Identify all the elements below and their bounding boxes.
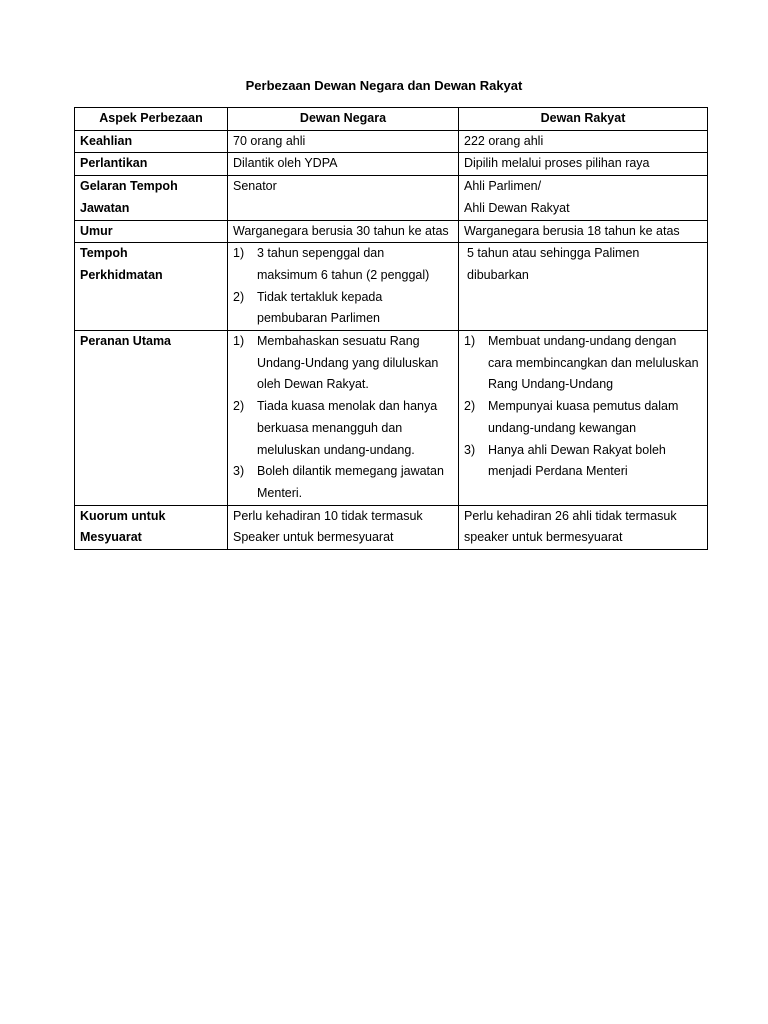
- list-item: [233, 461, 453, 504]
- aspect-line: Mesyuarat: [80, 530, 142, 545]
- cell-negara-keahlian: 70 orang ahli: [228, 130, 459, 153]
- cell-negara-tempoh: [228, 243, 459, 331]
- cell-rakyat-gelaran: [459, 176, 708, 220]
- row-aspect-gelaran: [75, 176, 228, 220]
- list-number: 2): [233, 399, 245, 414]
- cell-rakyat-tempoh: [459, 243, 708, 331]
- list-number: 1): [233, 246, 245, 261]
- cell-line: speaker untuk bermesyuarat: [464, 530, 623, 545]
- cell-rakyat-peranan: [459, 331, 708, 506]
- row-aspect-perlantikan: Perlantikan: [75, 153, 228, 176]
- numbered-list: [464, 331, 702, 483]
- cell-line: Perlu kehadiran 10 tidak termasuk: [233, 508, 423, 523]
- header-dewan-negara: Dewan Negara: [228, 108, 459, 131]
- cell-rakyat-keahlian: 222 orang ahli: [459, 130, 708, 153]
- cell-line: Perlu kehadiran 26 ahli tidak termasuk: [464, 508, 677, 523]
- comparison-table: [74, 107, 708, 550]
- list-text-line: pembubaran Parlimen: [257, 311, 380, 326]
- list-number: 2): [464, 399, 476, 414]
- cell-line: Ahli Parlimen/: [464, 179, 542, 194]
- row-aspect-umur: Umur: [75, 220, 228, 243]
- table-row: [75, 243, 708, 331]
- list-text-line: 3 tahun sepenggal dan: [257, 246, 385, 261]
- table-row: [75, 153, 708, 176]
- list-text: Membuat undang-undang dengan cara membincangkan dan meluluskan Rang Undang-Undang: [488, 334, 699, 392]
- cell-line: Ahli Dewan Rakyat: [464, 200, 570, 215]
- list-number: 1): [464, 334, 476, 349]
- cell-text: 5 tahun atau sehingga Palimen dibubarkan: [467, 246, 640, 282]
- list-text: Tiada kuasa menolak dan hanya berkuasa menangguh dan meluluskan undang-undang.: [257, 399, 438, 457]
- cell-negara-peranan: [228, 331, 459, 506]
- list-text: Membahaskan sesuatu Rang Undang-Undang yang diluluskan oleh Dewan Rakyat.: [257, 334, 439, 392]
- list-number: 3): [233, 464, 245, 479]
- numbered-list: [233, 243, 453, 330]
- list-item: [233, 396, 453, 461]
- aspect-line: Gelaran Tempoh: [80, 179, 178, 194]
- aspect-line: Tempoh: [80, 246, 128, 261]
- list-number: 1): [233, 334, 245, 349]
- row-aspect-kuorum: [75, 505, 228, 549]
- table-row: [75, 176, 708, 220]
- list-item: [464, 440, 702, 483]
- list-item: [233, 243, 453, 286]
- table-row: [75, 130, 708, 153]
- list-text: Hanya ahli Dewan Rakyat boleh menjadi Perdana Menteri: [488, 442, 666, 479]
- list-item: [464, 331, 702, 396]
- cell-line: Speaker untuk bermesyuarat: [233, 530, 394, 545]
- aspect-line: Jawatan: [80, 200, 130, 215]
- header-aspect: Aspek Perbezaan: [75, 108, 228, 131]
- table-row: [75, 331, 708, 506]
- aspect-line: Perkhidmatan: [80, 267, 163, 282]
- list-text: Mempunyai kuasa pemutus dalam undang-undang kewangan: [488, 399, 679, 435]
- row-aspect-peranan: Peranan Utama: [75, 331, 228, 506]
- table-header-row: [75, 108, 708, 131]
- list-number: 3): [464, 442, 476, 457]
- list-text-line: Tidak tertakluk kepada: [257, 289, 383, 304]
- row-aspect-keahlian: Keahlian: [75, 130, 228, 153]
- list-text-line: maksimum 6 tahun (2 penggal): [257, 267, 430, 282]
- header-dewan-rakyat: Dewan Rakyat: [459, 108, 708, 131]
- document-title: Perbezaan Dewan Negara dan Dewan Rakyat: [245, 78, 523, 93]
- cell-negara-kuorum: [228, 505, 459, 549]
- list-item: [464, 396, 702, 439]
- list-item: [233, 331, 453, 396]
- table-row: [75, 220, 708, 243]
- cell-negara-umur: Warganegara berusia 30 tahun ke atas: [228, 220, 459, 243]
- numbered-list: [233, 331, 453, 505]
- list-number: 2): [233, 289, 245, 304]
- list-item: [233, 287, 453, 330]
- table-row: [75, 505, 708, 549]
- cell-rakyat-umur: Warganegara berusia 18 tahun ke atas: [459, 220, 708, 243]
- row-aspect-tempoh: [75, 243, 228, 331]
- aspect-line: Kuorum untuk: [80, 508, 166, 523]
- cell-negara-perlantikan: Dilantik oleh YDPA: [228, 153, 459, 176]
- cell-negara-gelaran: Senator: [228, 176, 459, 220]
- list-text: Boleh dilantik memegang jawatan Menteri.: [257, 464, 444, 500]
- cell-rakyat-kuorum: [459, 505, 708, 549]
- cell-rakyat-perlantikan: Dipilih melalui proses pilihan raya: [459, 153, 708, 176]
